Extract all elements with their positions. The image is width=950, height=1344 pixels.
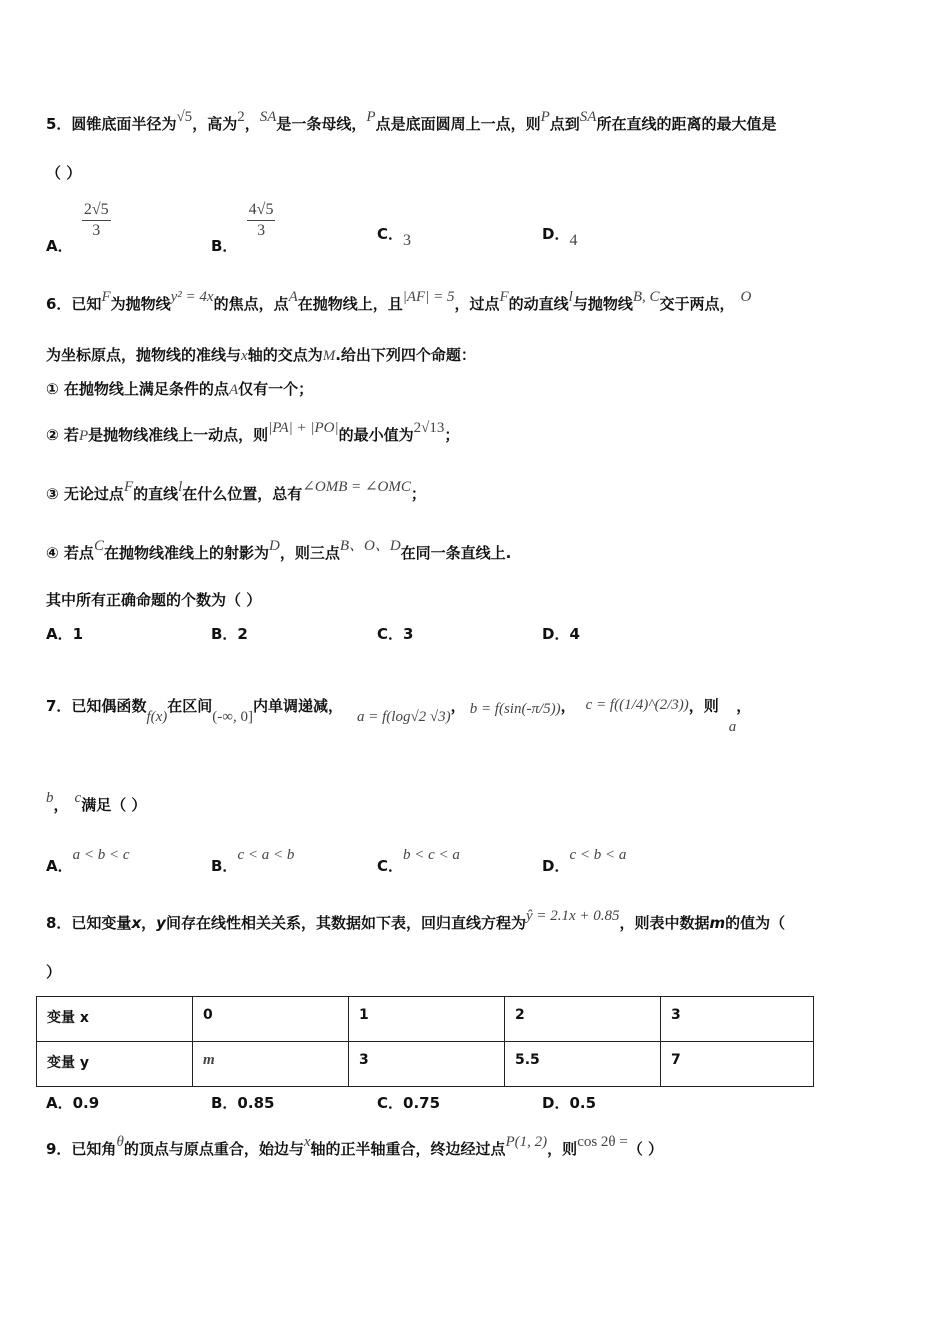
- q7-stem-line2: b， c满足（ ）: [46, 790, 147, 814]
- q8-data-table: [36, 996, 814, 1087]
- table-cell: 变量 y: [37, 1042, 193, 1087]
- table-cell: 5.5: [505, 1042, 661, 1087]
- q7-option-b[interactable]: B．c < a < b: [211, 847, 295, 875]
- q6-stem-line1: 6．已知F为抛物线y² = 4x的焦点，点A在抛物线上，且|AF| = 5，过点F的动直线l与抛物线B, C交于两点， O: [46, 289, 752, 313]
- q6-option-b[interactable]: B．2: [211, 625, 248, 643]
- table-cell: 3: [661, 997, 814, 1042]
- q6-ask: 其中所有正确命题的个数为（ ）: [46, 591, 262, 609]
- q7-option-a[interactable]: A．a < b < c: [46, 847, 130, 875]
- q7-stem-line1: 7．已知偶函数f(x)在区间(-∞, 0]内单调递减，a = f(log√2 √3)， b = f(sin(-π/5))， c = f((1/4)^(2/3))，则a，: [46, 697, 752, 735]
- q8-option-c[interactable]: C．0.75: [377, 1094, 441, 1112]
- table-cell: 1: [349, 997, 505, 1042]
- q8-stem-line2: ）: [46, 963, 62, 981]
- q8-option-b[interactable]: B．0.85: [211, 1094, 275, 1112]
- q6-statement-4: ④ 若点C在抛物线准线上的射影为D，则三点B、O、D在同一条直线上.: [46, 538, 512, 562]
- q6-stem-line2: 为坐标原点，抛物线的准线与x轴的交点为M.给出下列四个命题：: [46, 346, 476, 364]
- table-cell: 3: [349, 1042, 505, 1087]
- q8-stem-line1: 8．已知变量x，y间存在线性相关关系，其数据如下表，回归直线方程为ŷ = 2.1x + 0.85，则表中数据m的值为（: [46, 908, 786, 932]
- table-row: [37, 1042, 814, 1087]
- table-cell: 7: [661, 1042, 814, 1087]
- q7-option-d[interactable]: D．c < b < a: [542, 847, 627, 875]
- q6-option-d[interactable]: D．4: [542, 625, 580, 643]
- table-cell: 2: [505, 997, 661, 1042]
- q6-statement-1: ① 在抛物线上满足条件的点A仅有一个；: [46, 380, 314, 398]
- table-cell: m: [193, 1042, 349, 1087]
- q5-stem: 5．圆锥底面半径为√5，高为2，SA是一条母线，P点是底面圆周上一点，则P点到SA所在直线的距离的最大值是: [46, 109, 777, 133]
- q9-stem: 9．已知角θ的顶点与原点重合，始边与x轴的正半轴重合，终边经过点P(1, 2)，则cos 2θ =（ ）: [46, 1134, 664, 1158]
- table-cell: 变量 x: [37, 997, 193, 1042]
- q6-statement-3: ③ 无论过点F的直线l在什么位置，总有∠OMB = ∠OMC；: [46, 479, 426, 503]
- table-cell: 0: [193, 997, 349, 1042]
- q6-statement-2: ② 若P是抛物线准线上一动点，则|PA| + |PO|的最小值为2√13；: [46, 420, 460, 444]
- q8-option-d[interactable]: D．0.5: [542, 1094, 597, 1112]
- q5-paren: （ ）: [46, 164, 82, 182]
- q8-option-a[interactable]: A．0.9: [46, 1094, 100, 1112]
- q7-option-c[interactable]: C．b < c < a: [377, 847, 460, 875]
- q5-option-b[interactable]: B． $\frac{4√5}{3}$: [211, 201, 274, 255]
- q6-option-c[interactable]: C．3: [377, 625, 414, 643]
- q5-option-a[interactable]: A． $\frac{2√5}{3}$: [46, 201, 109, 255]
- q6-option-a[interactable]: A．1: [46, 625, 84, 643]
- q5-option-d[interactable]: D．4: [542, 225, 578, 249]
- table-row: [37, 997, 814, 1042]
- q5-option-c[interactable]: C．3: [377, 225, 412, 249]
